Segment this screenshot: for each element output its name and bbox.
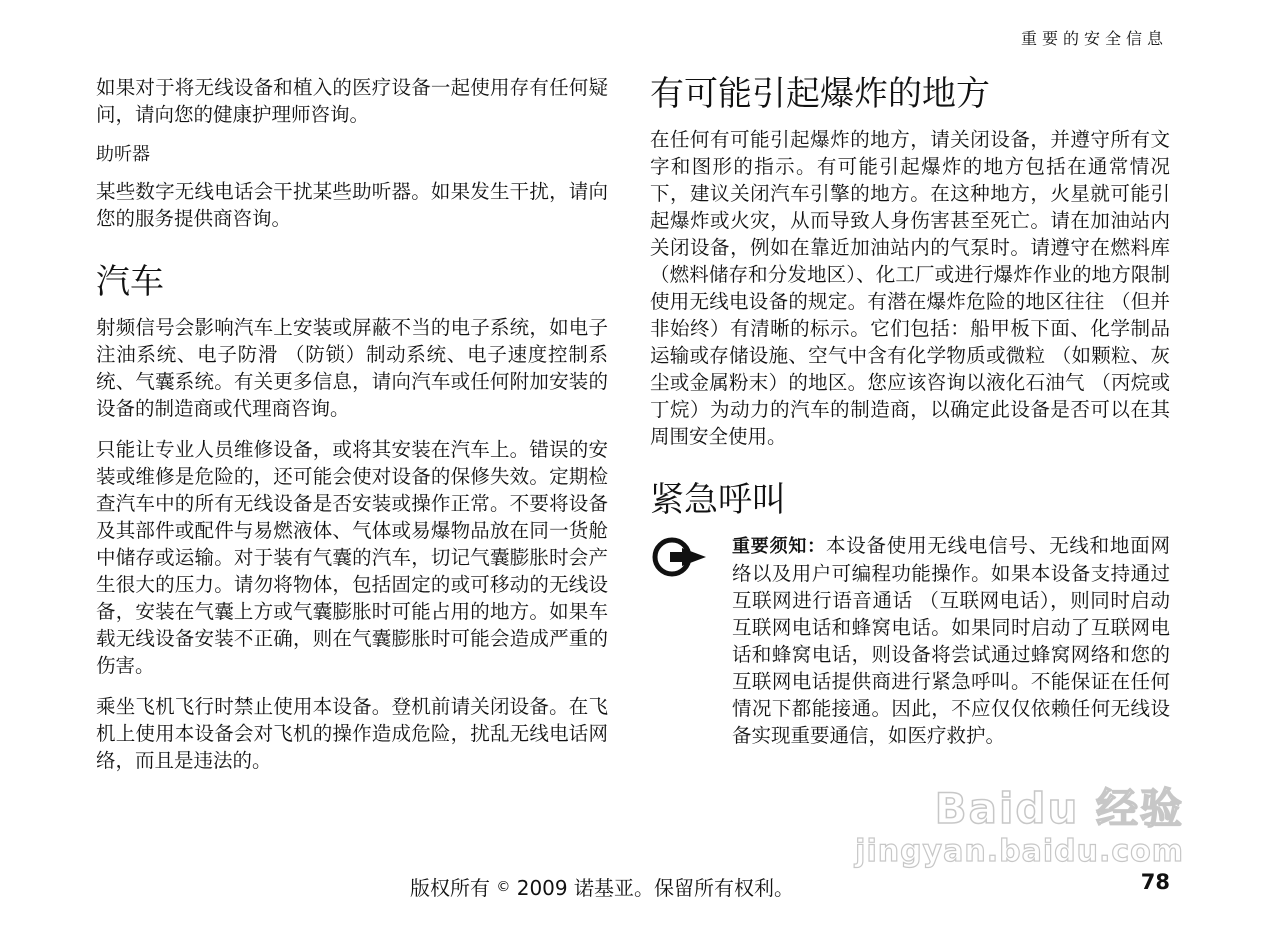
page-number: 78	[1140, 870, 1170, 894]
vehicles-paragraph-3: 乘坐飞机飞行时禁止使用本设备。登机前请关闭设备。在飞机上使用本设备会对飞机的操作造成危险，扰乱无线电话网络，而且是违法的。	[96, 695, 608, 772]
vehicles-paragraph-2: 只能让专业人员维修设备，或将其安装在汽车上。错误的安装或维修是危险的，还可能会使对设备的保修失效。定期检查汽车中的所有无线设备是否安装或操作正常。不要将设备及其部件或配件与易燃液体、气体或易爆物品放在同一货舱中储存或运输。对于装有气囊的汽车，切记气囊膨胀时会产生很大的压力。请勿将物体，包括固定的或可移动的无线设备，安装在气囊上方或气囊膨胀时可能占用的地方。如果车载无线设备安装不正确，则在气囊膨胀时可能会造成严重的伤害。	[96, 438, 608, 677]
notice-lead: 重要须知：	[732, 536, 826, 557]
hearing-aids-paragraph: 某些数字无线电话会干扰某些助听器。如果发生干扰，请向您的服务提供商咨询。	[96, 180, 608, 230]
watermark	[855, 776, 1184, 886]
medical-device-paragraph: 如果对于将无线设备和植入的医疗设备一起使用存有任何疑问，请向您的健康护理师咨询。	[96, 76, 608, 126]
left-column	[96, 74, 608, 788]
vehicles-heading: 汽车	[96, 262, 164, 302]
running-header: 重要的安全信息	[1020, 29, 1168, 48]
copyright-rest: 2009 诺基亚。保留所有权利。	[516, 876, 794, 900]
right-column	[650, 74, 1170, 763]
hearing-aids-heading: 助听器	[96, 144, 150, 165]
important-notice	[650, 532, 1170, 749]
copyright-symbol: ©	[496, 879, 511, 895]
watermark-logo-text: Baidu 经验	[934, 784, 1184, 833]
vehicles-paragraph-1: 射频信号会影响汽车上安装或屏蔽不当的电子系统，如电子注油系统、电子防滑 （防锁）制动系统、电子速度控制系统、气囊系统。有关更多信息，请向汽车或任何附加安装的设备的制造商或代理商咨询。	[96, 316, 608, 420]
emergency-calls-heading: 紧急呼叫	[650, 480, 786, 520]
important-notice-icon	[650, 534, 708, 580]
copyright-footer	[410, 872, 794, 901]
copyright-prefix: 版权所有	[410, 876, 490, 900]
watermark-url: jingyan.baidu.com	[855, 834, 1184, 869]
explosive-areas-heading: 有可能引起爆炸的地方	[650, 74, 990, 114]
explosive-areas-paragraph: 在任何有可能引起爆炸的地方，请关闭设备，并遵守所有文字和图形的指示。有可能引起爆炸的地方包括在通常情况下，建议关闭汽车引擎的地方。在这种地方，火星就可能引起爆炸或火灾，从而导致人身伤害甚至死亡。请在加油站内关闭设备，例如在靠近加油站内的气泵时。请遵守在燃料库 （燃料储存和分发地区）、化工厂或进行爆炸作业的地方限制使用无线电设备的规定。有潜在爆炸危险的地区往往 （但并非始终）有清晰的标示。它们包括：船甲板下面、化学制品运输或存储设施、空气中含有化学物质或微粒 （如颗粒、灰尘或金属粉末）的地区。您应该咨询以液化石油气 （丙烷或丁烷）为动力的汽车的制造商，以确定此设备是否可以在其周围安全使用。	[650, 128, 1170, 448]
important-notice-paragraph	[732, 532, 1170, 749]
notice-text: 本设备使用无线电信号、无线和地面网络以及用户可编程功能操作。如果本设备支持通过互联网进行语音通话 （互联网电话），则同时启动互联网电话和蜂窝电话。如果同时启动了互联网电话和蜂窝电话，则设备将尝试通过蜂窝网络和您的互联网电话提供商进行紧急呼叫。不能保证在任何情况下都能接通。因此，不应仅仅依赖任何无线设备实现重要通信，如医疗救护。	[732, 534, 1170, 747]
